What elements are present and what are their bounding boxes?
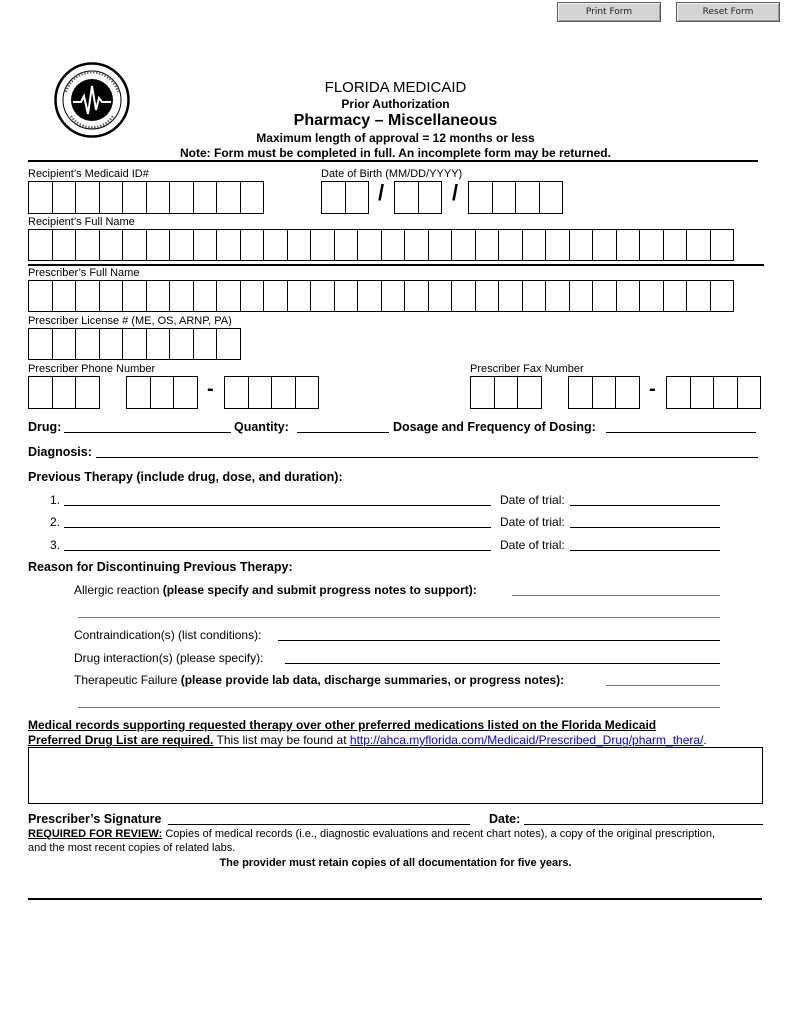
dosage-label: Dosage and Frequency of Dosing: [393,420,596,434]
therapy-item-number: 3. [50,538,61,552]
license-label: Prescriber License # (ME, OS, ARNP, PA) [28,315,232,327]
records-requirement-line-2 [28,733,707,747]
fax-label: Prescriber Fax Number [470,363,584,375]
contraindication-label: Contraindication(s) (list conditions): [74,628,262,642]
dob-year-input[interactable] [468,181,562,214]
form-name: Pharmacy – Miscellaneous [293,112,498,129]
form-title: FLORIDA MEDICAID [324,79,467,96]
date-of-trial-label: Date of trial: [500,515,565,529]
date-of-trial-label: Date of trial: [500,538,565,552]
records-requirement-line-1: Medical records supporting requested therapy over other preferred medications listed on the Florida Medicaid [28,718,657,732]
recipient-name-label: Recipient’s Full Name [28,216,135,228]
review-requirement [28,828,763,855]
therapeutic-failure-text: Therapeutic Failure [74,673,181,687]
contraindication-field[interactable] [278,626,720,641]
dosage-field[interactable] [606,418,756,433]
section-divider [28,264,764,266]
review-text-2: and the most recent copies of related labs. [28,841,236,854]
therapy-item-number: 2. [50,515,61,529]
dob-month-input[interactable] [321,181,368,214]
fax-separator: - [649,378,656,400]
records-period: . [703,733,707,747]
fax-area-input[interactable] [470,376,541,409]
drug-interaction-label: Drug interaction(s) (please specify): [74,651,264,665]
phone-line-input[interactable] [224,376,318,409]
phone-separator: - [207,378,214,400]
phone-area-input[interactable] [28,376,99,409]
phone-prefix-input[interactable] [126,376,197,409]
previous-therapy-title: Previous Therapy (include drug, dose, and duration): [28,470,343,484]
drug-interaction-field[interactable] [285,649,720,664]
allergic-reaction-instructions: (please specify and submit progress notes to support): [162,583,477,597]
signature-date-field[interactable] [524,810,763,825]
prescriber-name-label: Prescriber’s Full Name [28,267,140,279]
date-of-trial-label: Date of trial: [500,493,565,507]
recipient-name-input[interactable] [28,229,733,261]
header-divider [28,160,758,162]
allergic-reaction-field-line-2[interactable] [78,603,720,618]
completion-note: Note: Form must be completed in full. An incomplete form may be returned. [180,146,611,160]
form-subtitle: Prior Authorization [341,97,450,111]
therapeutic-failure-label [74,673,564,687]
date-label: Date: [489,812,521,826]
allergic-reaction-field[interactable] [512,581,720,596]
date-of-trial-2-field[interactable] [570,513,720,528]
dob-day-input[interactable] [394,181,441,214]
retain-copies-note: The provider must retain copies of all documentation for five years. [219,857,572,869]
signature-label: Prescriber’s Signature [28,812,162,826]
dob-separator-1: / [378,180,385,205]
reset-form-button[interactable]: Reset Form [676,2,780,22]
medicaid-id-label: Recipient’s Medicaid ID# [28,168,149,180]
max-length-note: Maximum length of approval = 12 months or less [256,131,535,145]
fax-line-input[interactable] [666,376,760,409]
fax-prefix-input[interactable] [568,376,639,409]
prescriber-name-input[interactable] [28,280,733,312]
license-input[interactable] [28,328,240,360]
footer-divider [28,898,762,900]
therapeutic-failure-field[interactable] [606,671,720,686]
quantity-field[interactable] [297,418,389,433]
dob-separator-2: / [452,180,459,205]
therapeutic-failure-field-line-2[interactable] [78,693,720,708]
date-of-trial-3-field[interactable] [570,536,720,551]
diagnosis-label: Diagnosis: [28,445,92,459]
reason-title: Reason for Discontinuing Previous Therapy: [28,560,293,574]
dob-label: Date of Birth (MM/DD/YYYY) [321,168,463,180]
quantity-label: Quantity: [234,420,289,434]
medicaid-id-input[interactable] [28,181,263,214]
print-form-button[interactable]: Print Form [557,2,661,22]
records-text-area[interactable] [28,747,763,804]
therapeutic-failure-instructions: (please provide lab data, discharge summaries, or progress notes): [180,673,565,687]
therapy-1-field[interactable] [64,491,491,506]
records-required-text: Preferred Drug List are required. [28,733,214,747]
drug-label: Drug: [28,420,62,434]
review-text: Copies of medical records (i.e., diagnostic evaluations and recent chart notes), a copy of the original prescription, [162,828,715,840]
allergic-reaction-text: Allergic reaction [74,583,163,597]
drug-field[interactable] [64,418,231,433]
review-label: REQUIRED FOR REVIEW: [28,828,163,840]
diagnosis-field[interactable] [96,443,758,458]
date-of-trial-1-field[interactable] [570,491,720,506]
pdl-link[interactable]: http://ahca.myflorida.com/Medicaid/Prescribed_Drug/pharm_thera/ [349,733,704,747]
therapy-2-field[interactable] [64,513,491,528]
allergic-reaction-label [74,583,477,597]
signature-field[interactable] [168,810,470,825]
therapy-item-number: 1. [50,493,61,507]
phone-label: Prescriber Phone Number [28,363,156,375]
therapy-3-field[interactable] [64,536,491,551]
records-list-text: This list may be found at [213,733,350,747]
